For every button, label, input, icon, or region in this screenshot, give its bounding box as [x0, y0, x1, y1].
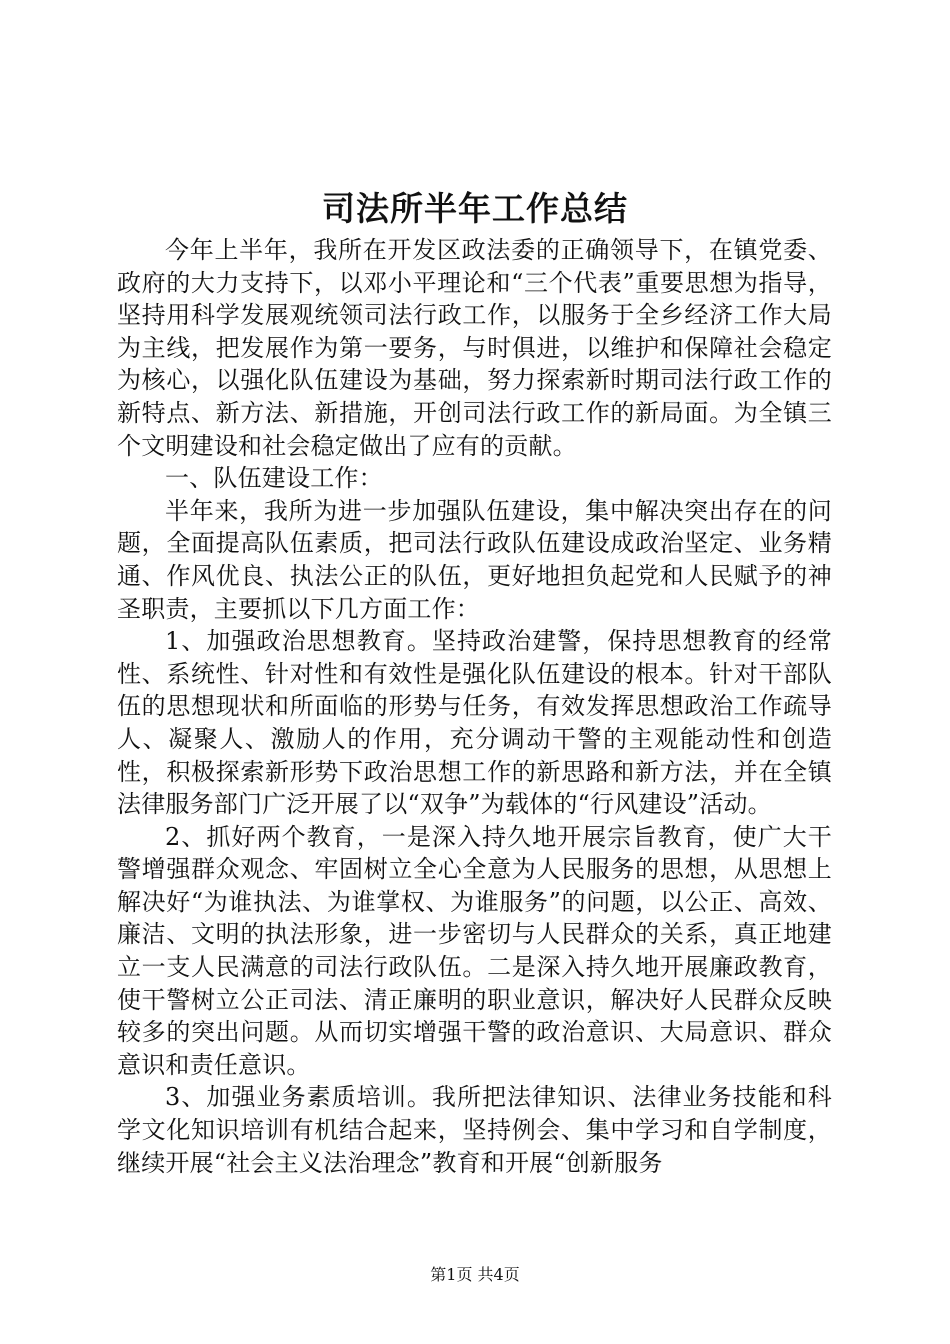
- paragraph-item-1: 1、加强政治思想教育。坚持政治建警，保持思想教育的经常性、系统性、针对性和有效性是强化队伍建设的根本。针对干部队伍的思想现状和所面临的形势与任务，有效发挥思想政治工作疏导人、凝聚人、激励人的作用，充分调动干警的主观能动性和创造性，积极探索新形势下政治思想工作的新思路和新方法，并在全镇法律服务部门广泛开展了以“双争”为载体的“行风建设”活动。: [117, 627, 832, 819]
- paragraph-item-3: 3、加强业务素质培训。我所把法律知识、法律业务技能和科学文化知识培训有机结合起来，坚持例会、集中学习和自学制度，继续开展“社会主义法治理念”教育和开展“创新服务: [117, 1083, 832, 1177]
- paragraph-team-building-overview: 半年来，我所为进一步加强队伍建设，集中解决突出存在的问题，全面提高队伍素质，把司法行政队伍建设成政治坚定、业务精通、作风优良、执法公正的队伍，更好地担负起党和人民赋予的神圣职责，主要抓以下几方面工作：: [117, 496, 832, 623]
- paragraph-intro: 今年上半年，我所在开发区政法委的正确领导下，在镇党委、政府的大力支持下，以邓小平理论和“三个代表”重要思想为指导，坚持用科学发展观统领司法行政工作，以服务于全乡经济工作大局为主线，把发展作为第一要务，与时俱进，以维护和保障社会稳定为核心，以强化队伍建设为基础，努力探索新时期司法行政工作的新特点、新方法、新措施，开创司法行政工作的新局面。为全镇三个文明建设和社会稳定做出了应有的贡献。: [117, 236, 832, 460]
- paragraph-item-2: 2、抓好两个教育，一是深入持久地开展宗旨教育，使广大干警增强群众观念、牢固树立全心全意为人民服务的思想，从思想上解决好“为谁执法、为谁掌权、为谁服务”的问题，以公正、高效、廉洁、文明的执法形象，进一步密切与人民群众的关系，真正地建立一支人民满意的司法行政队伍。二是深入持久地开展廉政教育，使干警树立公正司法、清正廉明的职业意识，解决好人民群众反映较多的突出问题。从而切实增强干警的政治意识、大局意识、群众意识和责任意识。: [117, 822, 832, 1079]
- page-number-footer: 第1页 共4页: [430, 1265, 520, 1284]
- section-heading-team-building: 一、队伍建设工作：: [165, 464, 383, 493]
- document-body: [117, 234, 832, 1179]
- document-title: 司法所半年工作总结: [322, 189, 628, 228]
